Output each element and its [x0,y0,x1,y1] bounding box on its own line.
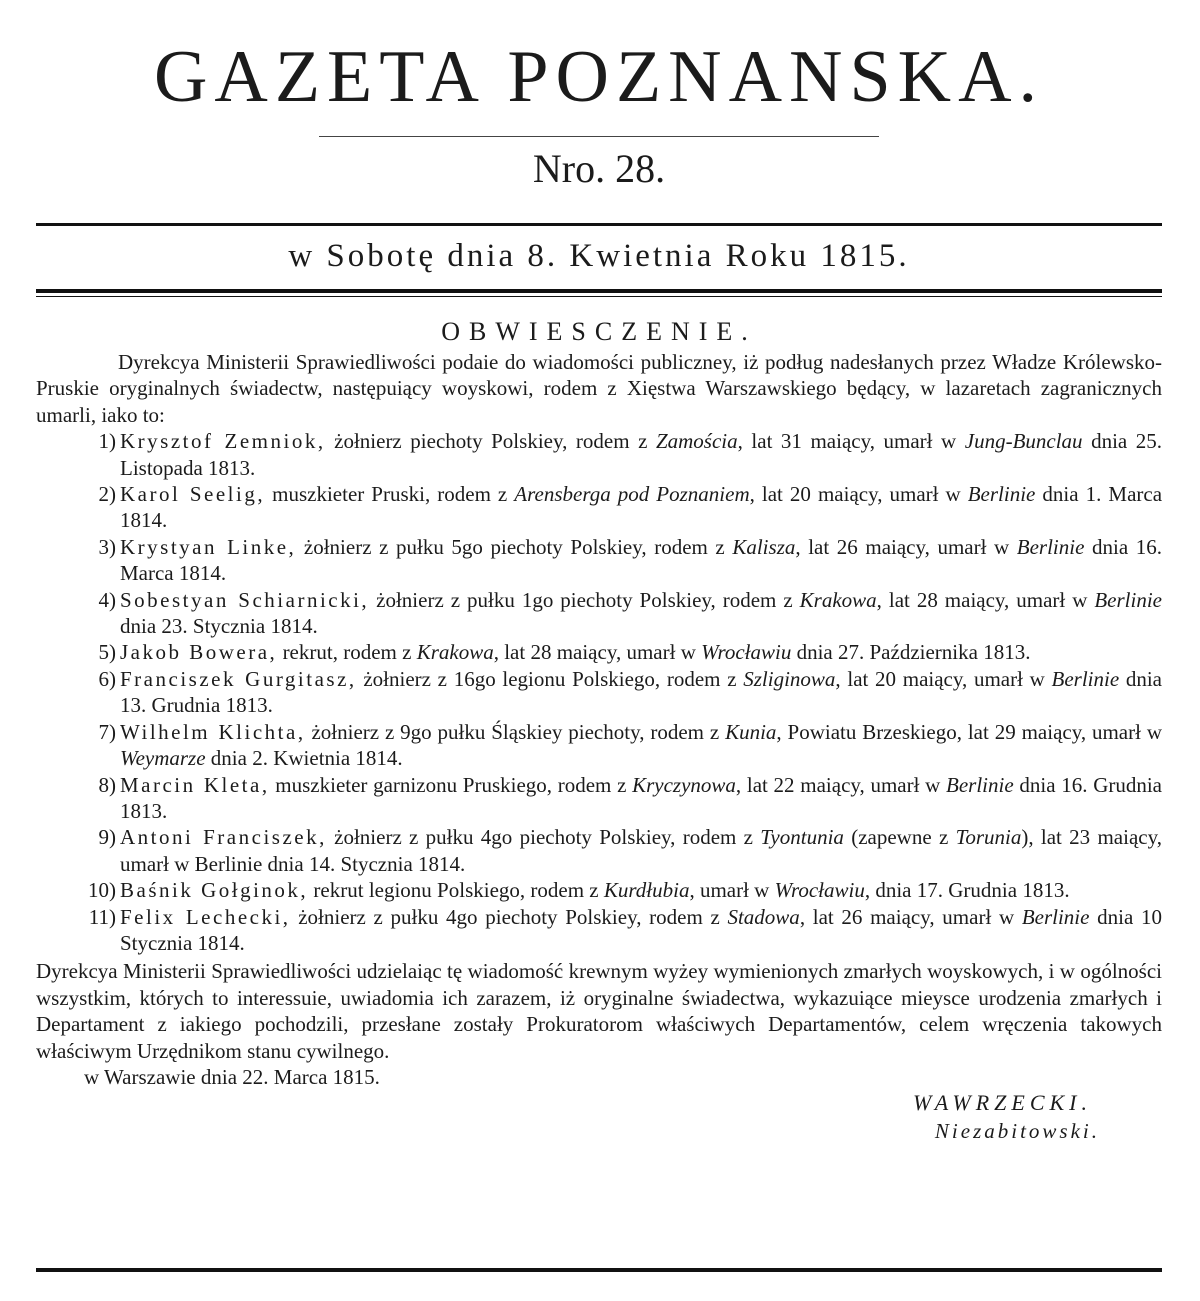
entry-number: 1) [98,429,116,454]
entry-birthplace: Szliginowa [743,666,836,691]
place-date: w Warszawie dnia 22. Marca 1815. [84,1064,380,1089]
entry-number: 8) [98,772,116,797]
dateline-rule-thin [36,296,1162,297]
list-item [36,534,1162,587]
list-item [36,587,1162,640]
entry-deathplace: Berlinie [946,772,1014,797]
entry-text: , umarł w [689,878,775,903]
entry-name: Krystyan Linke, [120,534,297,559]
entry-text: dnia 16. Marca 1814. [120,534,1163,586]
entry-text: dnia 13. Grudnia 1813. [120,666,1163,718]
entry-deathplace: Torunia [955,825,1022,850]
signature-block [36,1064,1162,1144]
entry-text: żołnierz z pułku 4go piechoty Polskiey, rodem z [326,825,761,850]
entry-birthplace: Kunia [725,719,777,744]
list-item [36,904,1162,957]
entry-birthplace: Tyontunia [760,825,844,850]
notice-closing: Dyrekcya Ministerii Sprawiedliwości udzielaiąc tę wiadomość krewnym wyżey wymienionych zmarłych woyskowych, i w ogólności wszystkim, których to interessuie, uwiadomia ich zarazem, iż oryginalne świadectwa, wykazuiące mieysce urodzenia zmarłych i Departament z iakiego pochodzili, przesłane zostały Prokuratorom właściwych Departamentów, celem wręczenia takowych właściwym Urzędnikom stanu cywilnego. [36,959,1162,1063]
entry-text: dnia 2. Kwietnia 1814. [205,746,403,771]
entry-text: żołnierz piechoty Polskiey, rodem z [325,429,656,454]
list-item [36,772,1162,825]
entry-number: 3) [98,534,116,559]
entry-text: , lat 26 maiący, umarł w [795,534,1017,559]
entry-number: 4) [98,587,116,612]
entry-deathplace: Weymarze [120,746,206,771]
entry-text: rekrut, rodem z [277,640,417,665]
entry-text: , lat 28 maiący, umarł w [876,587,1095,612]
list-item [36,877,1162,903]
entry-number: 11) [88,904,116,929]
list-item [36,719,1162,772]
entry-birthplace: Zamościa [655,429,738,454]
top-rule [36,223,1162,226]
entry-name: Karol Seelig, [120,482,266,507]
entry-text: , lat 31 maiący, umarł w [737,429,965,454]
entry-text: żołnierz z 9go pułku Śląskiey piechoty, rodem z [305,719,726,744]
entry-number: 10) [88,878,116,903]
entry-text: muszkieter Pruski, rodem z [265,482,515,507]
entry-deathplace: Berlinie [967,482,1036,507]
entry-text: dnia 10 Stycznia 1814. [120,904,1162,955]
entry-text: , dnia 17. Grudnia 1813. [864,878,1070,903]
list-item [36,666,1162,719]
list-item [36,639,1162,665]
entry-name: Jakob Bowera, [120,640,278,665]
entry-name: Antoni Franciszek, [120,825,327,850]
entry-number: 7) [98,719,116,744]
entry-name: Marcin Kleta, [120,772,270,797]
signer-name: WAWRZECKI. [912,1089,1092,1115]
entry-deathplace: Wrocławiu [774,878,865,903]
entry-birthplace: Krakowa [799,587,877,612]
notice-body [36,349,1162,1144]
entry-text: muszkieter garnizonu Pruskiego, rodem z [269,772,633,797]
entry-deathplace: Berlinie [1051,666,1120,691]
entry-name: Felix Lechecki, [120,904,291,929]
entry-text: żołnierz z pułku 5go piechoty Polskiey, rodem z [296,534,733,559]
list-item [36,428,1162,481]
entry-text: , lat 22 maiący, umarł w [735,772,947,797]
entry-text: żołnierz z pułku 4go piechoty Polskiey, rodem z [290,904,728,929]
entry-birthplace: Stadowa [727,904,800,929]
list-item [36,481,1162,534]
entry-text: , Powiatu Brzeskiego, lat 29 maiący, umarł w [776,719,1162,744]
entry-text: dnia 1. Marca 1814. [120,482,1163,533]
notice-intro: Dyrekcya Ministerii Sprawiedliwości podaie do wiadomości publiczney, iż podług nadesłanych przez Władze Królewsko-Pruskie oryginalnych świadectw, następuiący woyskowi, rodem z Xięstwa Warszawskiego będący, w lazaretach zagranicznych umarli, iako to: [36,350,1162,427]
entry-birthplace: Krakowa [416,640,494,665]
entry-text: (zapewne z [843,825,956,850]
issue-number: Nro. 28. [532,146,666,191]
entry-birthplace: Kalisza [732,534,796,559]
entry-name: Franciszek Gurgitasz, [120,666,357,691]
entry-deathplace: Berlinie [1094,587,1162,612]
entry-text: ), lat 23 maiący, umarł w Berlinie dnia 14. Stycznia 1814. [120,825,1162,876]
notice-heading: OBWIESCZENIE. [441,317,757,346]
entry-text: rekrut legionu Polskiego, rodem z [308,878,604,903]
entry-text: dnia 25. Listopada 1813. [120,429,1163,480]
entry-deathplace: Wrocławiu [701,640,792,665]
entry-text: , lat 20 maiący, umarł w [835,666,1052,691]
entry-text: , lat 26 maiący, umarł w [799,904,1022,929]
masthead-rule [319,136,879,137]
dateline-rule [36,289,1162,293]
entry-deathplace: Jung-Bunclau [964,429,1083,454]
list-item [36,824,1162,877]
entry-birthplace: Kurdłubia [603,878,690,903]
entry-name: Baśnik Gołginok, [120,878,309,903]
deceased-list [36,428,1162,956]
entry-text: , lat 20 maiący, umarł w [749,482,968,507]
entry-number: 6) [98,666,116,691]
bottom-rule [36,1268,1162,1272]
entry-birthplace: Arensberga pod Poznaniem [514,482,750,507]
entry-name: Sobestyan Schiarnicki, [120,587,370,612]
entry-text: dnia 27. Października 1813. [791,640,1031,665]
entry-deathplace: Berlinie [1016,534,1085,559]
entry-deathplace: Berlinie [1021,904,1090,929]
entry-text: żołnierz z pułku 1go piechoty Polskiey, rodem z [369,587,800,612]
entry-number: 5) [98,640,116,665]
entry-name: Krysztof Zemniok, [120,429,326,454]
entry-name: Wilhelm Klichta, [120,719,306,744]
cosigner-name: Niezabitowski. [934,1118,1100,1143]
entry-text: dnia 16. Grudnia 1813. [120,772,1163,823]
entry-number: 2) [98,482,116,507]
entry-number: 9) [98,825,116,850]
entry-birthplace: Kryczynowa [632,772,736,797]
entry-text: , lat 28 maiący, umarł w [493,640,702,665]
entry-text: żołnierz z 16go legionu Polskiego, rodem z [356,666,744,691]
dateline: w Sobotę dnia 8. Kwietnia Roku 1815. [288,238,910,274]
entry-text: dnia 23. Stycznia 1814. [120,614,318,639]
masthead-title: GAZETA POZNANSKA. [153,36,1045,118]
